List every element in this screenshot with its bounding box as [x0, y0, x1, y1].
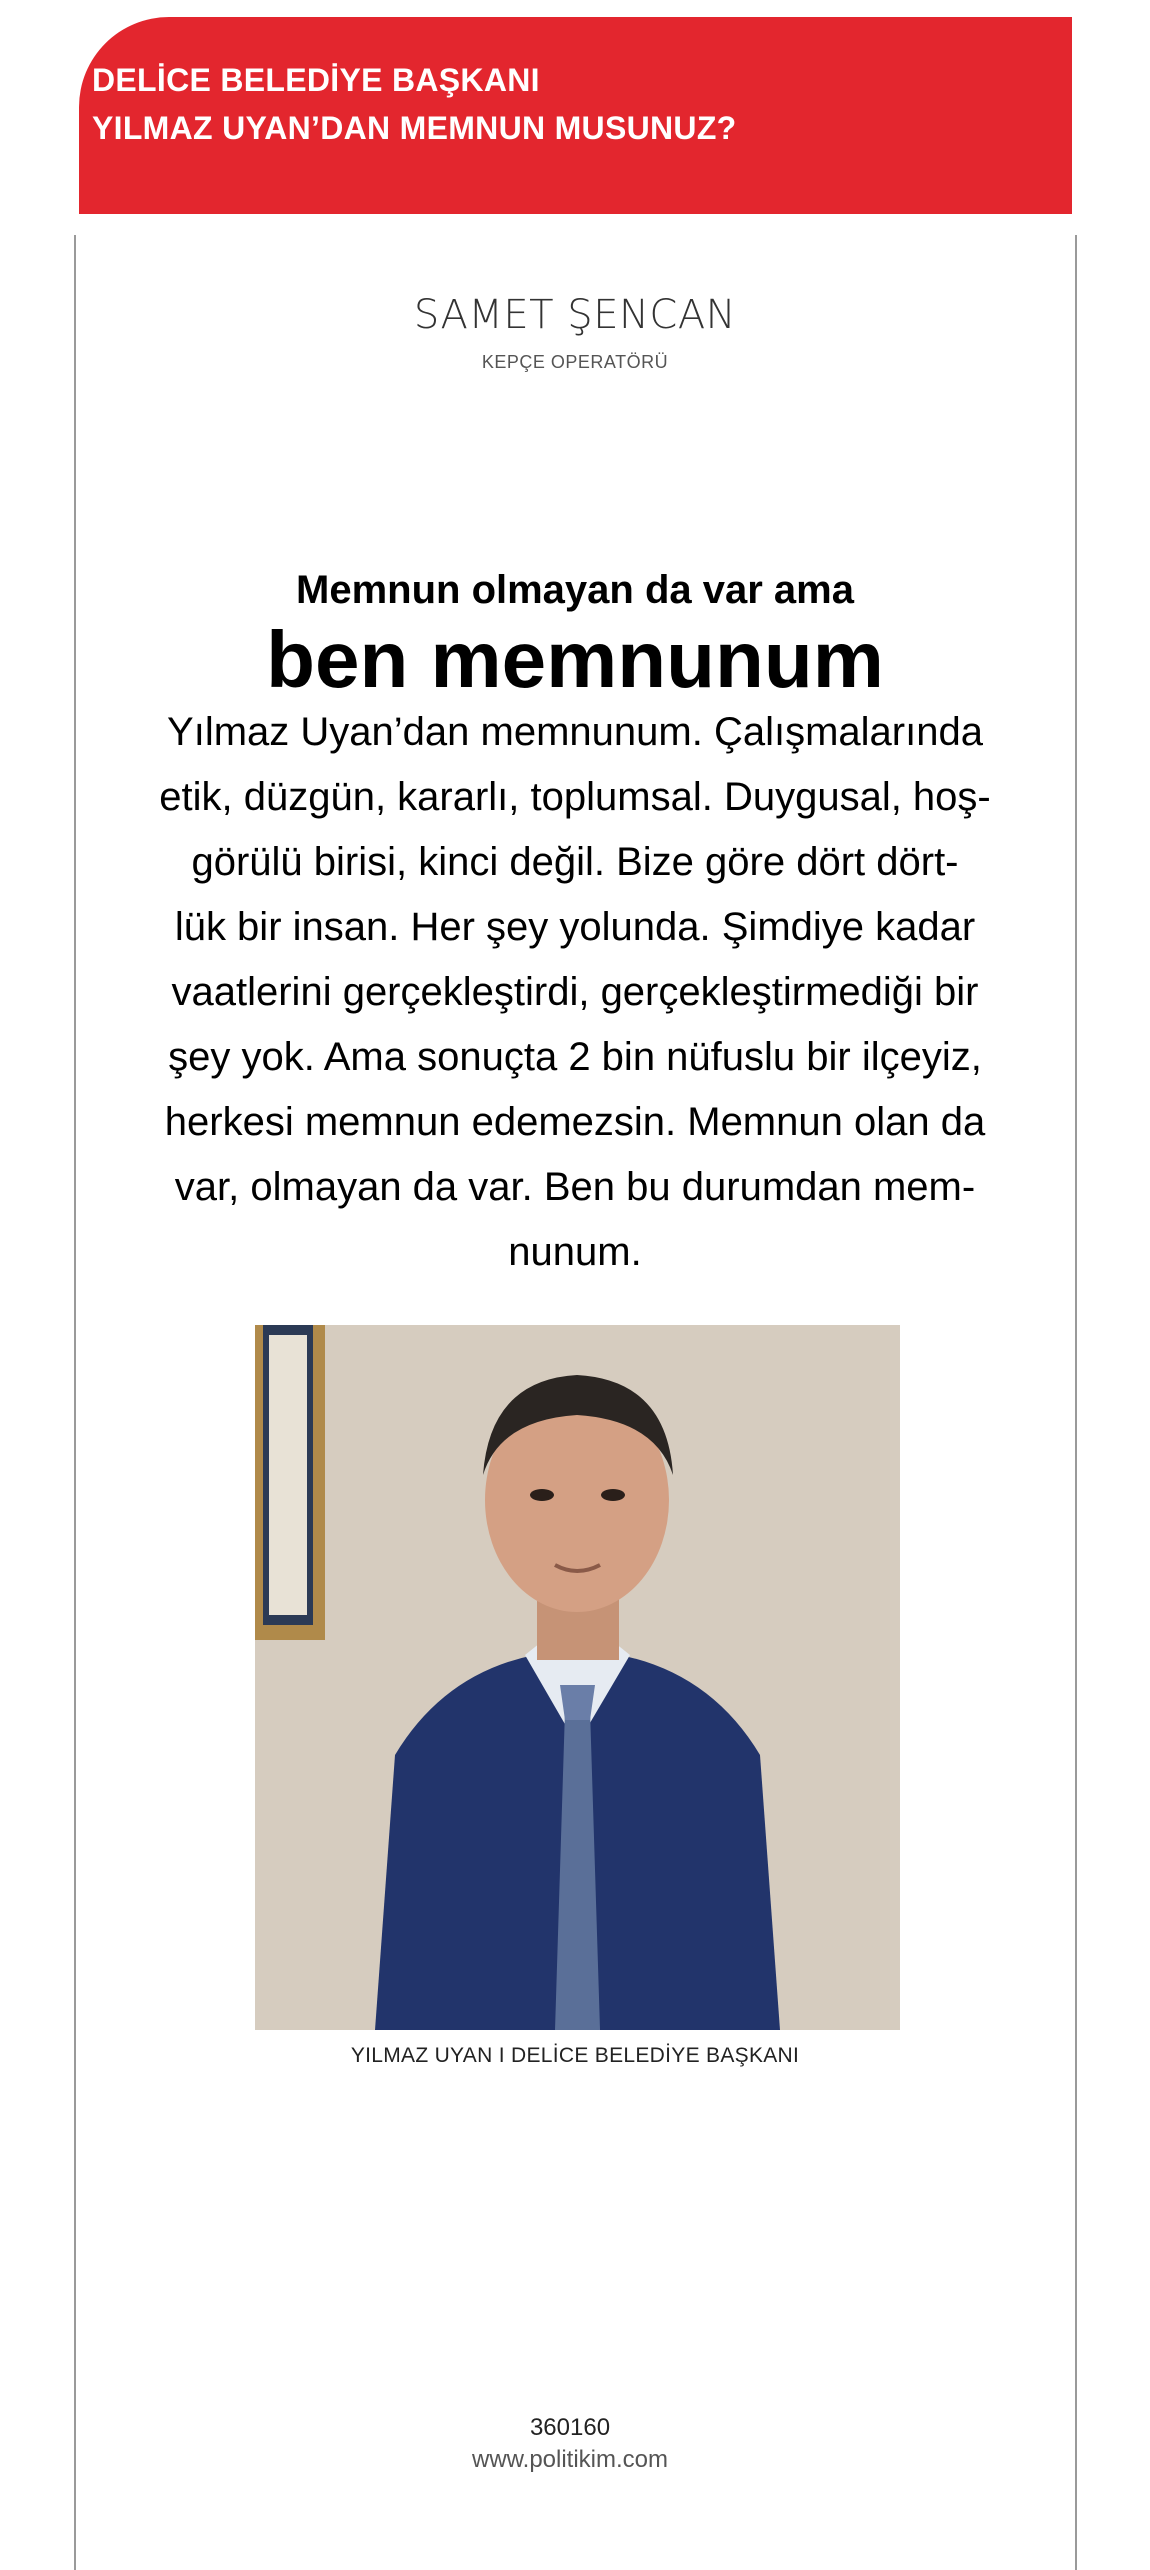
photo-caption: YILMAZ UYAN I DELİCE BELEDİYE BAŞKANI	[350, 2044, 800, 2067]
body-line: şey yok. Ama sonuçta 2 bin nüfuslu bir ilçeyiz,	[168, 1035, 982, 1079]
body-line: vaatlerini gerçekleştirdi, gerçekleştirmediği bir	[171, 970, 979, 1014]
banner-title	[92, 56, 737, 152]
article-body	[150, 700, 1000, 1285]
body-line: lük bir insan. Her şey yolunda. Şimdiye kadar	[174, 905, 976, 949]
body-line: Yılmaz Uyan’dan memnunum. Çalışmalarında	[167, 710, 983, 754]
headline-kicker: Memnun olmayan da var ama	[296, 568, 854, 612]
author-role: KEPÇE OPERATÖRÜ	[481, 352, 669, 372]
body-line: nunum.	[508, 1230, 642, 1274]
banner-title-line-2: YILMAZ UYAN’DAN MEMNUN MUSUNUZ?	[92, 110, 737, 146]
author-name: SAMET ŞENCAN	[413, 292, 737, 338]
portrait-illustration	[255, 1325, 900, 2030]
body-line: var, olmayan da var. Ben bu durumdan mem-	[174, 1165, 976, 1209]
banner-title-line-1: DELİCE BELEDİYE BAŞKANI	[92, 62, 540, 98]
body-line: herkesi memnun edemezsin. Memnun olan da	[164, 1100, 986, 1144]
body-line: etik, düzgün, kararlı, toplumsal. Duygusal, hoş-	[159, 775, 991, 819]
page-code: 360160	[529, 2414, 611, 2441]
body-line: görülü birisi, kinci değil. Bize göre dört dört-	[191, 840, 959, 884]
portrait-photo	[255, 1325, 900, 2030]
website-url: www.politikim.com	[471, 2446, 669, 2473]
headline-main: ben memnunum	[266, 615, 884, 704]
